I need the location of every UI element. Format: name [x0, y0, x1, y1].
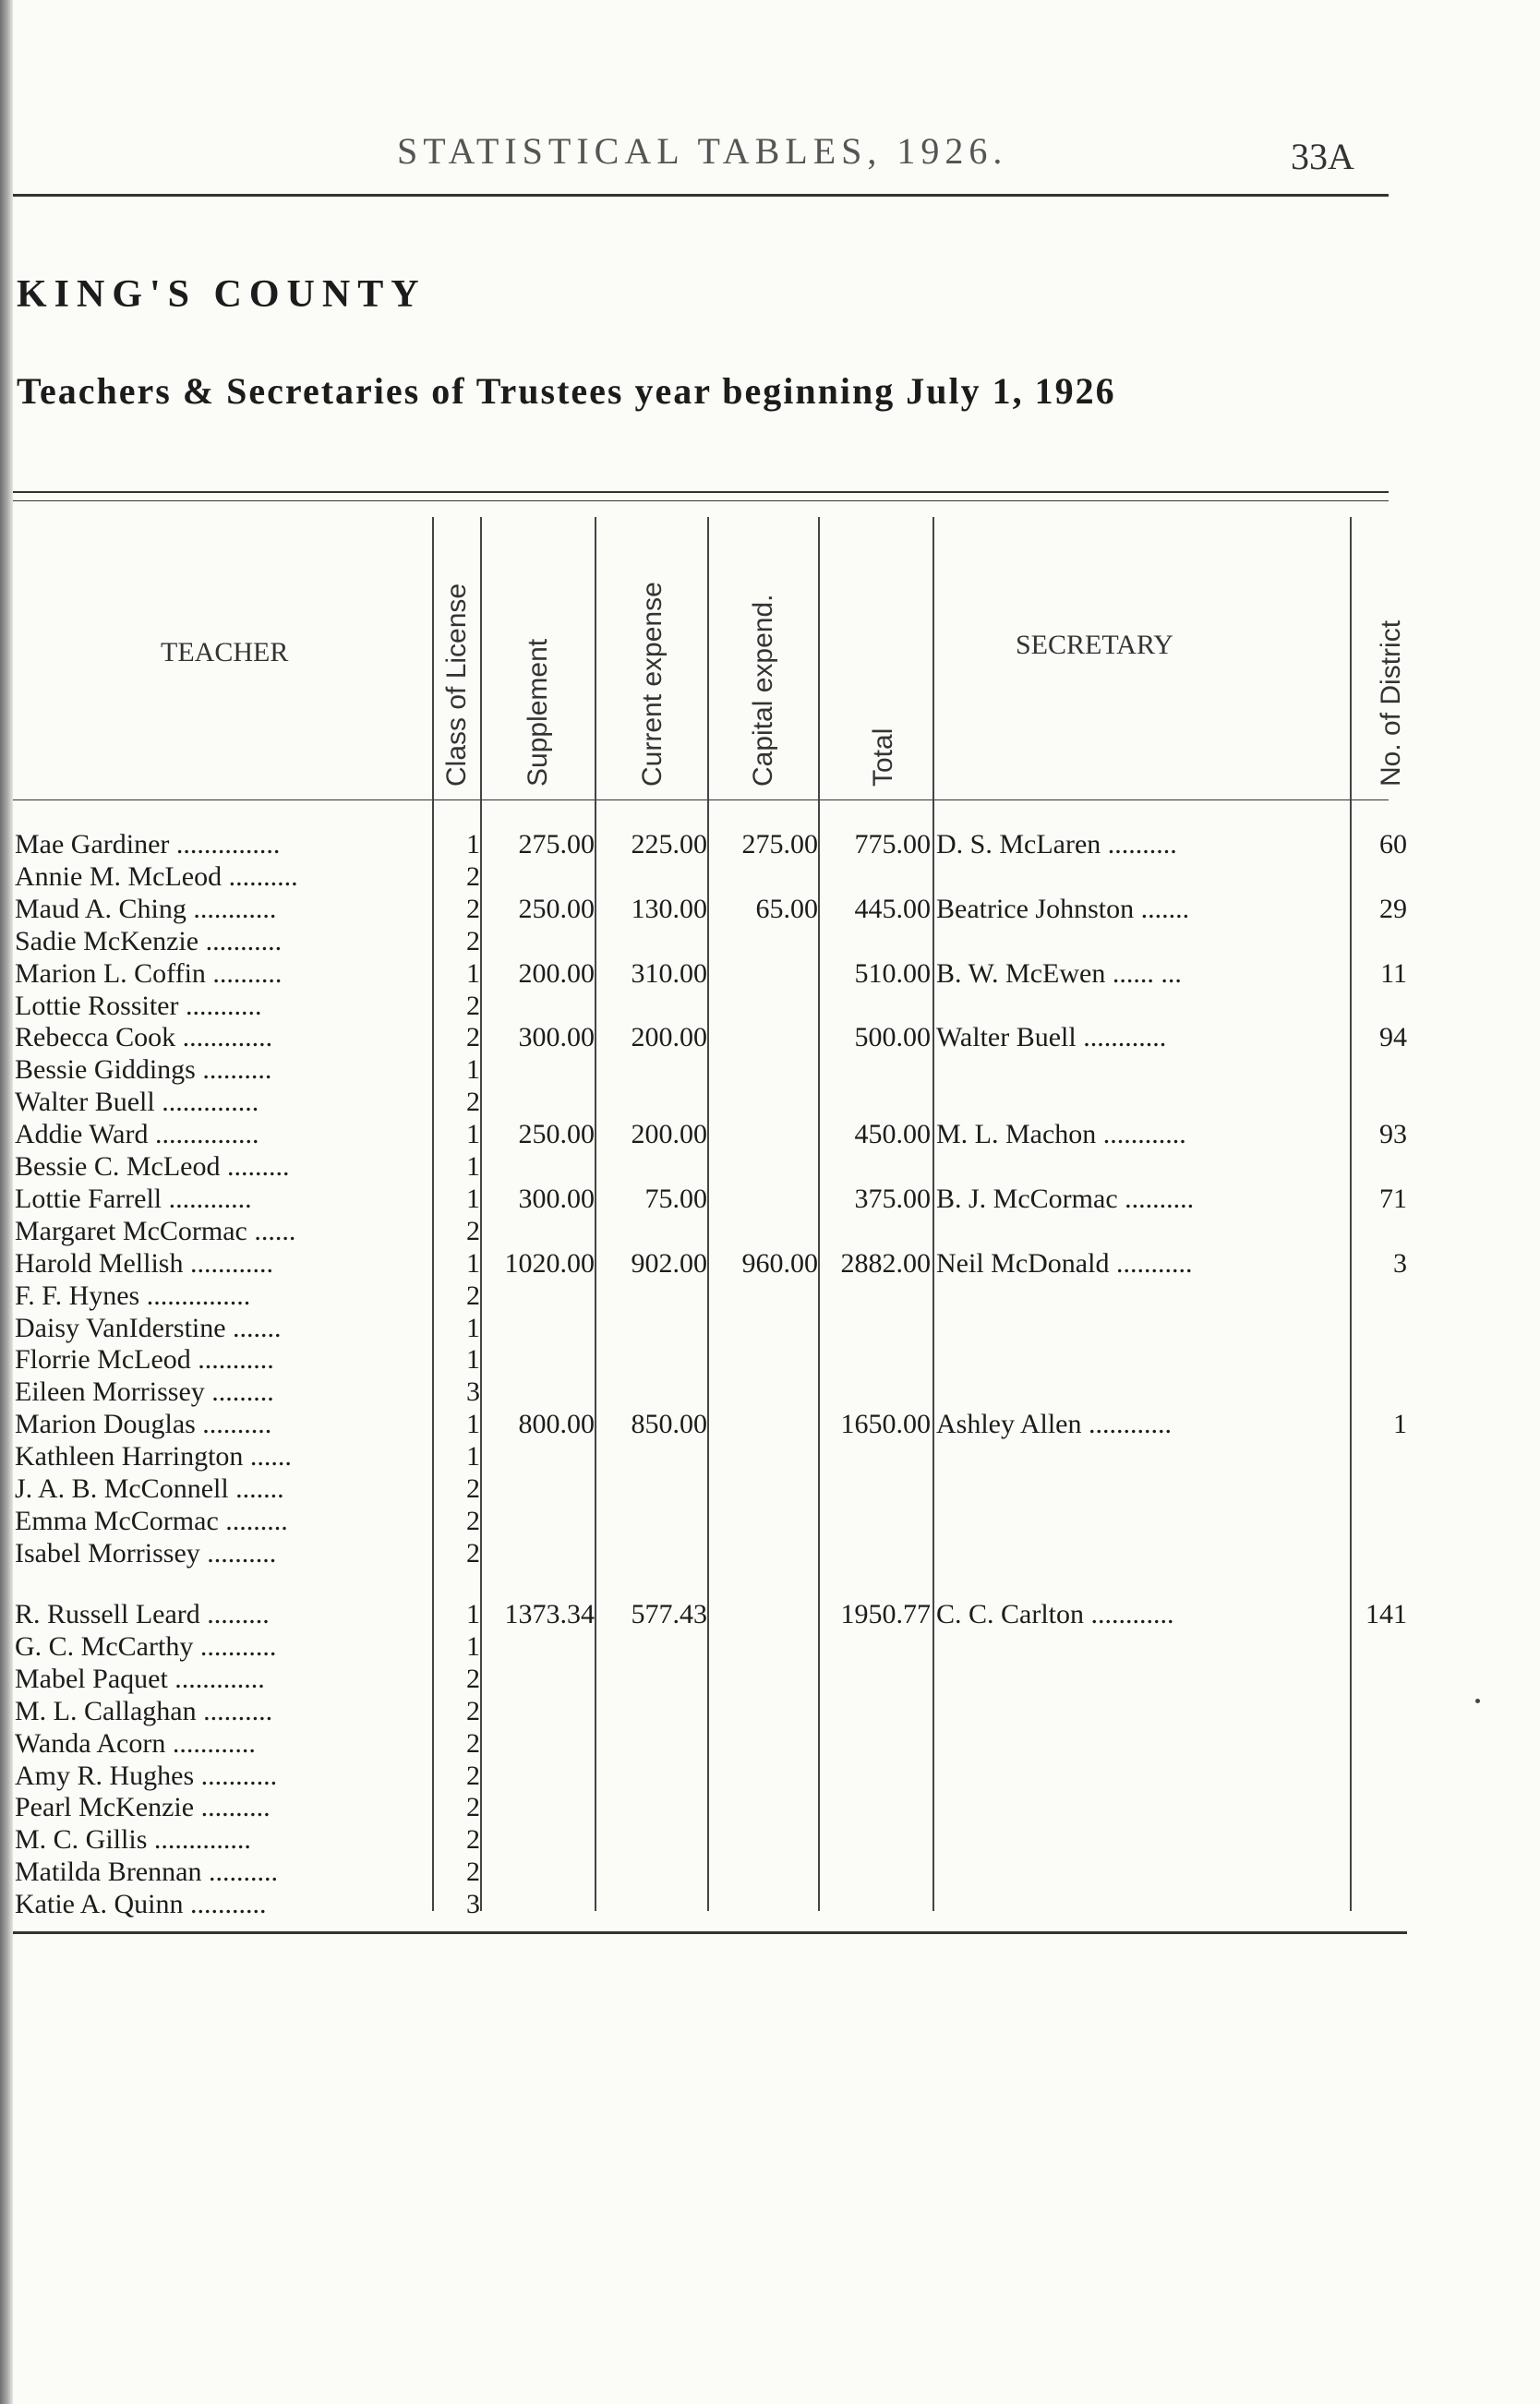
district-number — [1352, 1696, 1407, 1727]
current-expense-value: 577.43 — [631, 1599, 707, 1629]
teacher-name: M. L. Callaghan .......... — [15, 1696, 273, 1726]
county-title: KING'S COUNTY — [17, 273, 427, 316]
teacher-name: Sadie McKenzie ........... — [15, 926, 283, 956]
total-value — [820, 926, 931, 957]
teacher-name: J. A. B. McConnell ....... — [15, 1473, 284, 1504]
current-expense-value — [596, 1857, 707, 1888]
total-value — [820, 1441, 931, 1472]
license-class: 2 — [466, 1857, 480, 1887]
license-class: 2 — [466, 894, 480, 924]
total-value: 2882.00 — [840, 1248, 931, 1279]
license-class: 2 — [466, 1473, 480, 1504]
teacher-name: Emma McCormac ......... — [15, 1506, 288, 1536]
license-class: 1 — [466, 829, 480, 859]
total-value — [820, 1761, 931, 1792]
license-class: 1 — [466, 1054, 480, 1085]
total-value: 775.00 — [854, 829, 931, 859]
district-number: 1 — [1393, 1409, 1407, 1439]
secretary-name — [936, 1280, 1350, 1312]
current-expense-value — [596, 1696, 707, 1727]
district-number: 93 — [1379, 1119, 1407, 1149]
secretary-name: M. L. Machon ............ — [936, 1119, 1186, 1149]
teacher-name: Eileen Morrissey ......... — [15, 1376, 274, 1407]
capital-expend-value — [709, 1313, 818, 1344]
secretary-name — [936, 1761, 1350, 1792]
total-value: 500.00 — [854, 1022, 931, 1052]
total-value — [820, 1889, 931, 1920]
capital-expend-value — [709, 1184, 818, 1215]
teacher-name: Katie A. Quinn ........... — [15, 1889, 267, 1919]
total-value — [820, 1664, 931, 1695]
teacher-name: Lottie Rossiter ........... — [15, 991, 262, 1021]
district-number — [1352, 861, 1407, 893]
supplement-value — [480, 1792, 595, 1823]
district-number: 94 — [1379, 1022, 1407, 1052]
current-expense-value — [596, 1631, 707, 1663]
current-expense-value: 200.00 — [631, 1022, 707, 1052]
total-value — [820, 1054, 931, 1086]
secretary-name — [936, 1216, 1350, 1247]
secretary-name: Walter Buell ............ — [936, 1022, 1167, 1052]
capital-expend-value — [709, 1792, 818, 1823]
secretary-name — [936, 991, 1350, 1022]
total-value — [820, 861, 931, 893]
district-number — [1352, 991, 1407, 1022]
license-class: 2 — [466, 1087, 480, 1117]
capital-expend-value — [709, 1344, 818, 1376]
license-class: 1 — [466, 958, 480, 989]
district-number — [1352, 1889, 1407, 1920]
current-expense-value — [596, 1728, 707, 1760]
total-value — [820, 1824, 931, 1856]
supplement-value — [480, 1441, 595, 1472]
current-expense-value: 902.00 — [631, 1248, 707, 1279]
district-number — [1352, 1280, 1407, 1312]
secretary-name: B. J. McCormac .......... — [936, 1184, 1195, 1214]
supplement-value — [480, 1728, 595, 1760]
district-number: 141 — [1366, 1599, 1407, 1629]
current-expense-value — [596, 1761, 707, 1792]
district-number: 60 — [1379, 829, 1407, 859]
capital-expend-value — [709, 1538, 818, 1569]
district-number — [1352, 926, 1407, 957]
capital-expend-value — [709, 1119, 818, 1150]
district-number — [1352, 1538, 1407, 1569]
class-of-license-column-header: Class of License — [441, 583, 472, 787]
current-expense-value — [596, 1824, 707, 1856]
total-value — [820, 1376, 931, 1408]
current-expense-value — [596, 1473, 707, 1505]
capital-expend-value — [709, 1054, 818, 1086]
table-subtitle: Teachers & Secretaries of Trustees year beginning July 1, 1926 — [17, 370, 1116, 412]
teacher-name: Lottie Farrell ............ — [15, 1184, 252, 1214]
supplement-value: 300.00 — [518, 1022, 595, 1052]
secretary-name: D. S. McLaren .......... — [936, 829, 1177, 859]
secretary-name — [936, 1824, 1350, 1856]
supplement-value: 300.00 — [518, 1184, 595, 1214]
district-number: 71 — [1379, 1184, 1407, 1214]
current-expense-value — [596, 1313, 707, 1344]
supplement-column-header: Supplement — [523, 638, 553, 787]
supplement-value: 1020.00 — [504, 1248, 595, 1279]
license-class: 3 — [466, 1889, 480, 1919]
district-number — [1352, 1506, 1407, 1537]
teacher-name: Bessie Giddings .......... — [15, 1054, 272, 1085]
total-value — [820, 1728, 931, 1760]
capital-expend-value: 65.00 — [755, 894, 818, 924]
supplement-value: 250.00 — [518, 894, 595, 924]
license-class: 1 — [466, 1441, 480, 1472]
teacher-name: Walter Buell .............. — [15, 1087, 259, 1117]
secretary-name — [936, 1473, 1350, 1505]
capital-expend-value — [709, 1473, 818, 1505]
supplement-value: 250.00 — [518, 1119, 595, 1149]
total-value: 510.00 — [854, 958, 931, 989]
current-expense-value — [596, 1344, 707, 1376]
secretary-name — [936, 1728, 1350, 1760]
secretary-name: B. W. McEwen ...... ... — [936, 958, 1182, 989]
teacher-name: R. Russell Leard ......... — [15, 1599, 270, 1629]
district-number — [1352, 1054, 1407, 1086]
capital-expend-value — [709, 991, 818, 1022]
secretary-name — [936, 1344, 1350, 1376]
teacher-column-header: TEACHER — [161, 637, 289, 667]
capital-expend-value — [709, 1664, 818, 1695]
teacher-name: Isabel Morrissey .......... — [15, 1538, 277, 1569]
capital-expend-value — [709, 1631, 818, 1663]
capital-expend-value — [709, 1216, 818, 1247]
table-bottom-rule — [13, 1931, 1407, 1934]
district-number: 29 — [1379, 894, 1407, 924]
teacher-name: Daisy VanIderstine ....... — [15, 1313, 282, 1343]
capital-expend-value: 275.00 — [741, 829, 818, 859]
page-number: 33A — [1291, 136, 1354, 177]
license-class: 2 — [466, 1022, 480, 1052]
district-number: 3 — [1393, 1248, 1407, 1279]
license-class: 2 — [466, 1728, 480, 1759]
running-title: STATISTICAL TABLES, 1926. — [397, 130, 1008, 172]
district-number — [1352, 1216, 1407, 1247]
current-expense-value — [596, 1151, 707, 1183]
supplement-value — [480, 1506, 595, 1537]
secretary-name — [936, 1857, 1350, 1888]
district-number: 11 — [1380, 958, 1407, 989]
secretary-name — [936, 1792, 1350, 1823]
supplement-value — [480, 1376, 595, 1408]
district-number — [1352, 1728, 1407, 1760]
secretary-name: C. C. Carlton ............ — [936, 1599, 1174, 1629]
teacher-name: Mae Gardiner ............... — [15, 829, 281, 859]
supplement-value — [480, 1761, 595, 1792]
district-number — [1352, 1857, 1407, 1888]
supplement-value — [480, 1664, 595, 1695]
current-expense-value — [596, 1376, 707, 1408]
teacher-name: Amy R. Hughes ........... — [15, 1761, 278, 1791]
license-class: 3 — [466, 1376, 480, 1407]
total-value — [820, 1151, 931, 1183]
capital-expend-value — [709, 1087, 818, 1118]
current-expense-value — [596, 1506, 707, 1537]
district-number — [1352, 1151, 1407, 1183]
current-expense-value — [596, 926, 707, 957]
license-class: 1 — [466, 1184, 480, 1214]
supplement-value — [480, 1696, 595, 1727]
district-number — [1352, 1441, 1407, 1472]
secretary-name — [936, 1664, 1350, 1695]
supplement-value — [480, 1216, 595, 1247]
current-expense-value: 200.00 — [631, 1119, 707, 1149]
secretary-name — [936, 1538, 1350, 1569]
secretary-name — [936, 1506, 1350, 1537]
current-expense-value — [596, 1664, 707, 1695]
supplement-value: 275.00 — [518, 829, 595, 859]
capital-expend-value — [709, 1761, 818, 1792]
teacher-name: Rebecca Cook ............. — [15, 1022, 273, 1052]
district-number — [1352, 1664, 1407, 1695]
current-expense-value — [596, 1792, 707, 1823]
supplement-value — [480, 1473, 595, 1505]
capital-expend-value — [709, 926, 818, 957]
license-class: 2 — [466, 1216, 480, 1246]
supplement-value — [480, 1889, 595, 1920]
total-value — [820, 1857, 931, 1888]
district-number — [1352, 1313, 1407, 1344]
district-number — [1352, 1376, 1407, 1408]
license-class: 2 — [466, 991, 480, 1021]
total-column-header: Total — [868, 727, 898, 787]
capital-expend-value — [709, 1280, 818, 1312]
total-value — [820, 1473, 931, 1505]
supplement-value — [480, 1151, 595, 1183]
secretary-name — [936, 861, 1350, 893]
supplement-value — [480, 1631, 595, 1663]
secretary-name — [936, 926, 1350, 957]
secretary-column-header: SECRETARY — [1016, 630, 1173, 660]
total-value: 375.00 — [854, 1184, 931, 1214]
district-number — [1352, 1344, 1407, 1376]
supplement-value — [480, 1280, 595, 1312]
capital-expend-column-header: Capital expend. — [748, 594, 778, 787]
secretary-name — [936, 1087, 1350, 1118]
supplement-value — [480, 1087, 595, 1118]
teacher-name: Marion Douglas .......... — [15, 1409, 272, 1439]
total-value — [820, 1506, 931, 1537]
secretary-name: Neil McDonald ........... — [936, 1248, 1193, 1279]
current-expense-column-header: Current expense — [637, 582, 668, 787]
capital-expend-value — [709, 1409, 818, 1440]
capital-expend-value — [709, 861, 818, 893]
ink-speck — [1475, 1699, 1480, 1703]
teacher-name: Maud A. Ching ............ — [15, 894, 277, 924]
column-rule — [932, 517, 934, 1911]
current-expense-value: 310.00 — [631, 958, 707, 989]
teacher-name: Wanda Acorn ............ — [15, 1728, 256, 1759]
supplement-value — [480, 1054, 595, 1086]
current-expense-value — [596, 1216, 707, 1247]
license-class: 1 — [466, 1119, 480, 1149]
supplement-value: 1373.34 — [504, 1599, 595, 1629]
secretary-name: Beatrice Johnston ....... — [936, 894, 1190, 924]
teacher-name: Florrie McLeod ........... — [15, 1344, 274, 1375]
capital-expend-value — [709, 1889, 818, 1920]
capital-expend-value — [709, 1824, 818, 1856]
teacher-name: F. F. Hynes ............... — [15, 1280, 251, 1311]
capital-expend-value — [709, 1728, 818, 1760]
current-expense-value — [596, 1538, 707, 1569]
teacher-name: Addie Ward ............... — [15, 1119, 259, 1149]
capital-expend-value — [709, 1696, 818, 1727]
total-value — [820, 1313, 931, 1344]
total-value — [820, 1538, 931, 1569]
license-class: 2 — [466, 1664, 480, 1694]
license-class: 2 — [466, 1506, 480, 1536]
license-class: 1 — [466, 1313, 480, 1343]
secretary-name — [936, 1631, 1350, 1663]
capital-expend-value — [709, 1151, 818, 1183]
teacher-name: Pearl McKenzie .......... — [15, 1792, 271, 1822]
capital-expend-value — [709, 1857, 818, 1888]
teacher-name: Kathleen Harrington ...... — [15, 1441, 292, 1472]
table-top-rule-inner — [13, 500, 1389, 501]
secretary-name — [936, 1376, 1350, 1408]
license-class: 2 — [466, 1696, 480, 1726]
total-value — [820, 1696, 931, 1727]
table-top-rule — [13, 491, 1389, 493]
total-value: 1950.77 — [840, 1599, 931, 1629]
header-bottom-rule — [13, 799, 1389, 800]
current-expense-value: 225.00 — [631, 829, 707, 859]
total-value — [820, 1216, 931, 1247]
teacher-name: Mabel Paquet ............. — [15, 1664, 265, 1694]
capital-expend-value: 960.00 — [741, 1248, 818, 1279]
secretary-name — [936, 1054, 1350, 1086]
license-class: 2 — [466, 1538, 480, 1569]
current-expense-value: 130.00 — [631, 894, 707, 924]
teacher-name: M. C. Gillis .............. — [15, 1824, 251, 1855]
running-head — [0, 129, 1540, 185]
district-number — [1352, 1473, 1407, 1505]
page-binding-shadow — [0, 0, 13, 2404]
total-value — [820, 1631, 931, 1663]
secretary-name — [936, 1313, 1350, 1344]
capital-expend-value — [709, 958, 818, 990]
supplement-value: 200.00 — [518, 958, 595, 989]
current-expense-value — [596, 1280, 707, 1312]
total-value: 1650.00 — [840, 1409, 931, 1439]
teacher-name: Harold Mellish ............ — [15, 1248, 273, 1279]
total-value — [820, 1280, 931, 1312]
teacher-name: Annie M. McLeod .......... — [15, 861, 298, 892]
license-class: 2 — [466, 861, 480, 892]
district-number — [1352, 1792, 1407, 1823]
license-class: 2 — [466, 1792, 480, 1822]
current-expense-value — [596, 1087, 707, 1118]
total-value — [820, 991, 931, 1022]
license-class: 1 — [466, 1344, 480, 1375]
secretary-name — [936, 1441, 1350, 1472]
current-expense-value — [596, 1054, 707, 1086]
supplement-value — [480, 991, 595, 1022]
total-value — [820, 1087, 931, 1118]
license-class: 1 — [466, 1151, 480, 1182]
total-value: 445.00 — [854, 894, 931, 924]
district-number — [1352, 1761, 1407, 1792]
license-class: 2 — [466, 926, 480, 956]
license-class: 2 — [466, 1761, 480, 1791]
teacher-name: Margaret McCormac ...... — [15, 1216, 296, 1246]
total-value — [820, 1344, 931, 1376]
license-class: 1 — [466, 1631, 480, 1662]
district-number — [1352, 1087, 1407, 1118]
capital-expend-value — [709, 1441, 818, 1472]
capital-expend-value — [709, 1376, 818, 1408]
license-class: 1 — [466, 1409, 480, 1439]
supplement-value: 800.00 — [518, 1409, 595, 1439]
capital-expend-value — [709, 1506, 818, 1537]
license-class: 2 — [466, 1824, 480, 1855]
current-expense-value — [596, 991, 707, 1022]
current-expense-value: 850.00 — [631, 1409, 707, 1439]
license-class: 2 — [466, 1280, 480, 1311]
capital-expend-value — [709, 1599, 818, 1630]
supplement-value — [480, 1538, 595, 1569]
district-number — [1352, 1824, 1407, 1856]
header-rule — [13, 194, 1389, 197]
supplement-value — [480, 1824, 595, 1856]
license-class: 1 — [466, 1599, 480, 1629]
supplement-value — [480, 1857, 595, 1888]
license-class: 1 — [466, 1248, 480, 1279]
total-value: 450.00 — [854, 1119, 931, 1149]
district-number — [1352, 1631, 1407, 1663]
supplement-value — [480, 1313, 595, 1344]
current-expense-value: 75.00 — [644, 1184, 707, 1214]
secretary-name — [936, 1889, 1350, 1920]
supplement-value — [480, 861, 595, 893]
current-expense-value — [596, 861, 707, 893]
teacher-name: Bessie C. McLeod ......... — [15, 1151, 290, 1182]
supplement-value — [480, 926, 595, 957]
total-value — [820, 1792, 931, 1823]
current-expense-value — [596, 1441, 707, 1472]
supplement-value — [480, 1344, 595, 1376]
secretary-name: Ashley Allen ............ — [936, 1409, 1172, 1439]
teacher-name: G. C. McCarthy ........... — [15, 1631, 277, 1662]
teacher-name: Marion L. Coffin .......... — [15, 958, 283, 989]
secretary-name — [936, 1696, 1350, 1727]
capital-expend-value — [709, 1022, 818, 1053]
secretary-name — [936, 1151, 1350, 1183]
current-expense-value — [596, 1889, 707, 1920]
teacher-name: Matilda Brennan .......... — [15, 1857, 278, 1887]
district-column-header: No. of District — [1376, 619, 1406, 787]
